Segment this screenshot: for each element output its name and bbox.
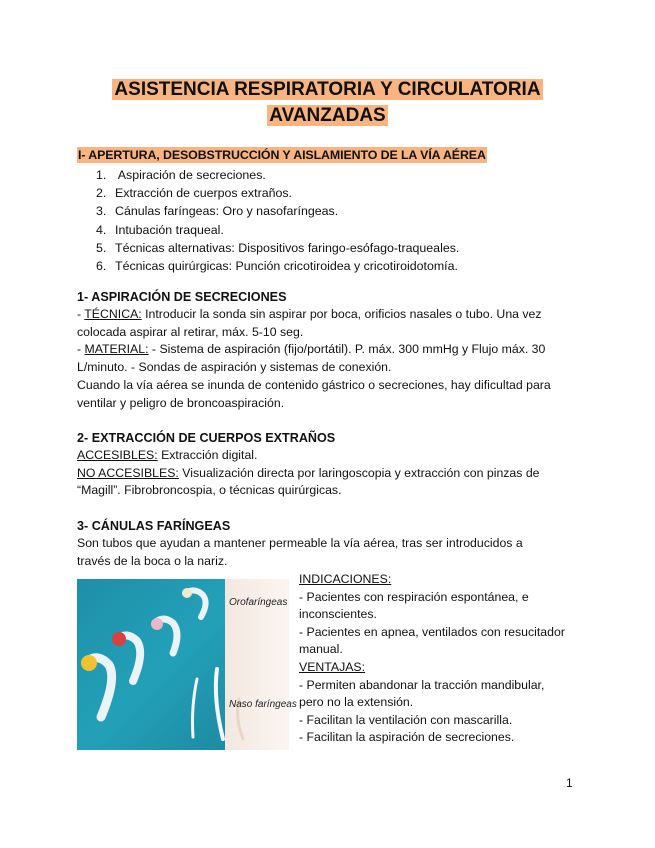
document-title-line-1: ASISTENCIA RESPIRATORIA Y CIRCULATORIA [114,79,541,100]
page-number: 1 [566,776,573,790]
heading-extraccion: 2- EXTRACCIÓN DE CUERPOS EXTRAÑOS [77,431,336,445]
list-item: 6. Técnicas quirúrgicas: Punción cricotiroidea y cricotiroidotomía. [96,258,458,273]
label-tecnica: TÉCNICA: [84,307,142,321]
photo-label-nasofaringeas: Naso faríngeas [229,699,297,710]
label-no-accesibles: NO ACCESIBLES: [77,465,179,480]
list-item: 5. Técnicas alternativas: Dispositivos faringo-esófago-traqueales. [96,240,460,255]
paragraph-extraccion: ACCESIBLES: Extracción digital. NO ACCESIBLES: Visualización directa por laringoscopia y extracción con pinzas de “Magill”. Fibrobroncospia, o técnicas quirúrgicas. [77,448,540,498]
heading-aspiracion: 1- ASPIRACIÓN DE SECRECIONES [77,290,287,304]
heading-canulas: 3- CÁNULAS FARÍNGEAS [77,519,231,533]
label-ventajas: VENTAJAS: [299,659,366,674]
airway-cannulas-photo [77,579,297,750]
label-indicaciones: INDICACIONES: [299,572,392,586]
section-heading-via-aerea: I- APERTURA, DESOBSTRUCCIÓN Y AISLAMIENTO DE LA VÍA AÉREA [78,148,486,162]
list-item: 4. Intubación traqueal. [96,222,224,237]
list-item: 2. Extracción de cuerpos extraños. [96,186,293,201]
paragraph-aspiracion: - TÉCNICA: Introducir la sonda sin aspirar por boca, orificios nasales o tubo. Una vez colocada aspirar al retirar, máx. 5-10 seg. - MATERIAL: - Sistema de aspiración (fijo/portátil). P. máx. 300 mmHg y Flujo máx. 30 L/minuto. - Sondas de aspiración y sistemas de conexión. Cuando la vía aérea se inunda de contenido gástrico o secreciones, hay dificultad para ventilar y peligro de broncoaspiración. [77,307,551,410]
list-item: 1. Aspiración de secreciones. [96,168,266,182]
label-material: MATERIAL: [84,342,149,357]
label-accesibles: ACCESIBLES: [77,448,158,462]
list-item: 3. Cánulas faríngeas: Oro y nasofaríngeas. [96,204,339,219]
photo-label-orofaringeas: Orofaríngeas [229,597,288,608]
canulas-details: INDICACIONES: - Pacientes con respiración espontánea, e inconscientes. - Pacientes en apnea, ventilados con resucitador manual. VENTAJAS: - Permiten abandonar la tracción mandibular, pero no la extensión. - Facilitan la ventilación con mascarilla. - Facilitan la aspiración de secreciones. [299,571,589,747]
paragraph-canulas-intro: Son tubos que ayudan a mantener permeable la vía aérea, tras ser introducidos a través de la boca o la nariz. [77,536,523,568]
document-title-line-2: AVANZADAS [269,105,386,126]
numbered-list [96,166,459,275]
